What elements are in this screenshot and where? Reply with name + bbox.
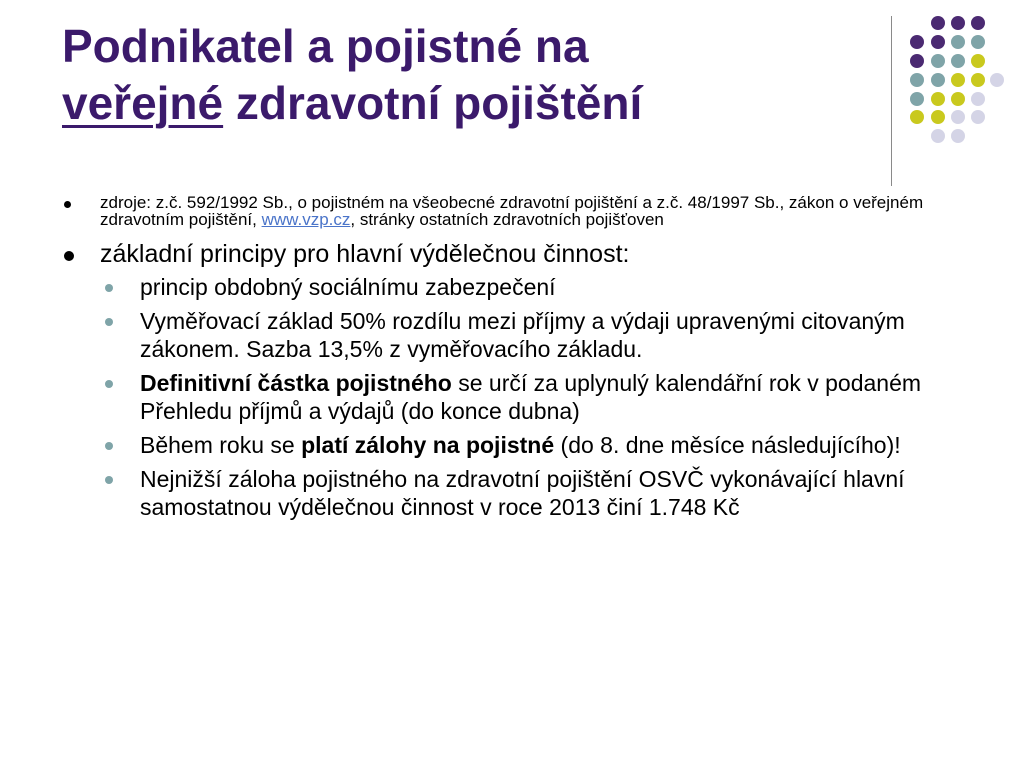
slide-title bbox=[62, 18, 862, 132]
decorative-dot bbox=[951, 129, 965, 143]
decorative-dot bbox=[951, 35, 965, 49]
decorative-dot bbox=[910, 92, 924, 106]
sub3-bold: Definitivní částka pojistného bbox=[140, 370, 452, 396]
vzp-link[interactable]: www.vzp.cz bbox=[261, 210, 351, 229]
sub-bullet-icon bbox=[105, 318, 113, 326]
sub3-text: se určí za uplynulý kalendářní rok v podaném Přehledu příjmů a výdajů (do konce dubna) bbox=[140, 370, 922, 424]
sources-text-a: zdroje: z.č. 592/1992 Sb., o pojistném na všeobecné zdravotní pojištění a z.č. 48/1997 Sb., zákon o veřejném zdravotním pojištění, bbox=[100, 193, 924, 229]
sub2-text: Vyměřovací základ 50% rozdílu mezi příjmy a výdaji upravenými citovaným zákonem. Sazba 13,5% z vyměřovacího základu. bbox=[140, 308, 905, 362]
decorative-dot bbox=[931, 129, 945, 143]
bullet-icon bbox=[64, 201, 71, 208]
decorative-dot bbox=[931, 92, 945, 106]
decorative-dot bbox=[910, 110, 924, 124]
decorative-dot bbox=[951, 16, 965, 30]
sub4-after: (do 8. dne měsíce následujícího)! bbox=[554, 432, 901, 458]
decorative-dot bbox=[951, 54, 965, 68]
sub-bullet-icon bbox=[105, 380, 113, 388]
decorative-dot bbox=[971, 16, 985, 30]
decorative-dot bbox=[931, 16, 945, 30]
decorative-dot bbox=[931, 35, 945, 49]
decorative-dot bbox=[951, 110, 965, 124]
principles-text: základní principy pro hlavní výdělečnou činnost: bbox=[100, 240, 630, 268]
decorative-dot bbox=[910, 73, 924, 87]
sub-bullet-minimum bbox=[62, 465, 982, 521]
sub5-text: Nejnižší záloha pojistného na zdravotní pojištění OSVČ vykonávající hlavní samostatnou výdělečnou činnost v roce 2013 činí 1.748 Kč bbox=[140, 466, 905, 520]
title-underlined-word: veřejné bbox=[62, 77, 224, 129]
bullet-icon bbox=[64, 251, 74, 261]
sub-bullet-icon bbox=[105, 476, 113, 484]
sub-bullet-base bbox=[62, 307, 982, 363]
sources-text-b: , stránky ostatních zdravotních pojišťoven bbox=[350, 210, 664, 229]
sub-bullet-icon bbox=[105, 284, 113, 292]
decorative-dot bbox=[990, 73, 1004, 87]
slide-content bbox=[62, 194, 982, 521]
bullet-principles bbox=[62, 240, 982, 268]
decorative-dot bbox=[971, 110, 985, 124]
sub-bullet-advances bbox=[62, 431, 982, 459]
sub-bullet-social bbox=[62, 273, 982, 301]
decorative-dot bbox=[931, 54, 945, 68]
sub-bullet-final-amount bbox=[62, 369, 982, 425]
sub1-text: princip obdobný sociálnímu zabezpečení bbox=[140, 274, 556, 300]
decorative-dot bbox=[971, 92, 985, 106]
sub4-before: Během roku se bbox=[140, 432, 302, 458]
sub-bullet-icon bbox=[105, 442, 113, 450]
decorative-dot bbox=[971, 54, 985, 68]
decorative-dot bbox=[910, 54, 924, 68]
decorative-dot bbox=[971, 73, 985, 87]
decorative-dot bbox=[971, 35, 985, 49]
decorative-dot bbox=[951, 92, 965, 106]
divider-line bbox=[891, 16, 892, 186]
decorative-dot bbox=[910, 35, 924, 49]
title-rest: zdravotní pojištění bbox=[223, 77, 643, 129]
bullet-sources bbox=[62, 194, 982, 228]
sub4-bold: platí zálohy na pojistné bbox=[301, 432, 555, 458]
decorative-dot bbox=[931, 110, 945, 124]
decorative-dot bbox=[931, 73, 945, 87]
title-line-1: Podnikatel a pojistné na bbox=[62, 20, 589, 72]
decorative-dot bbox=[951, 73, 965, 87]
